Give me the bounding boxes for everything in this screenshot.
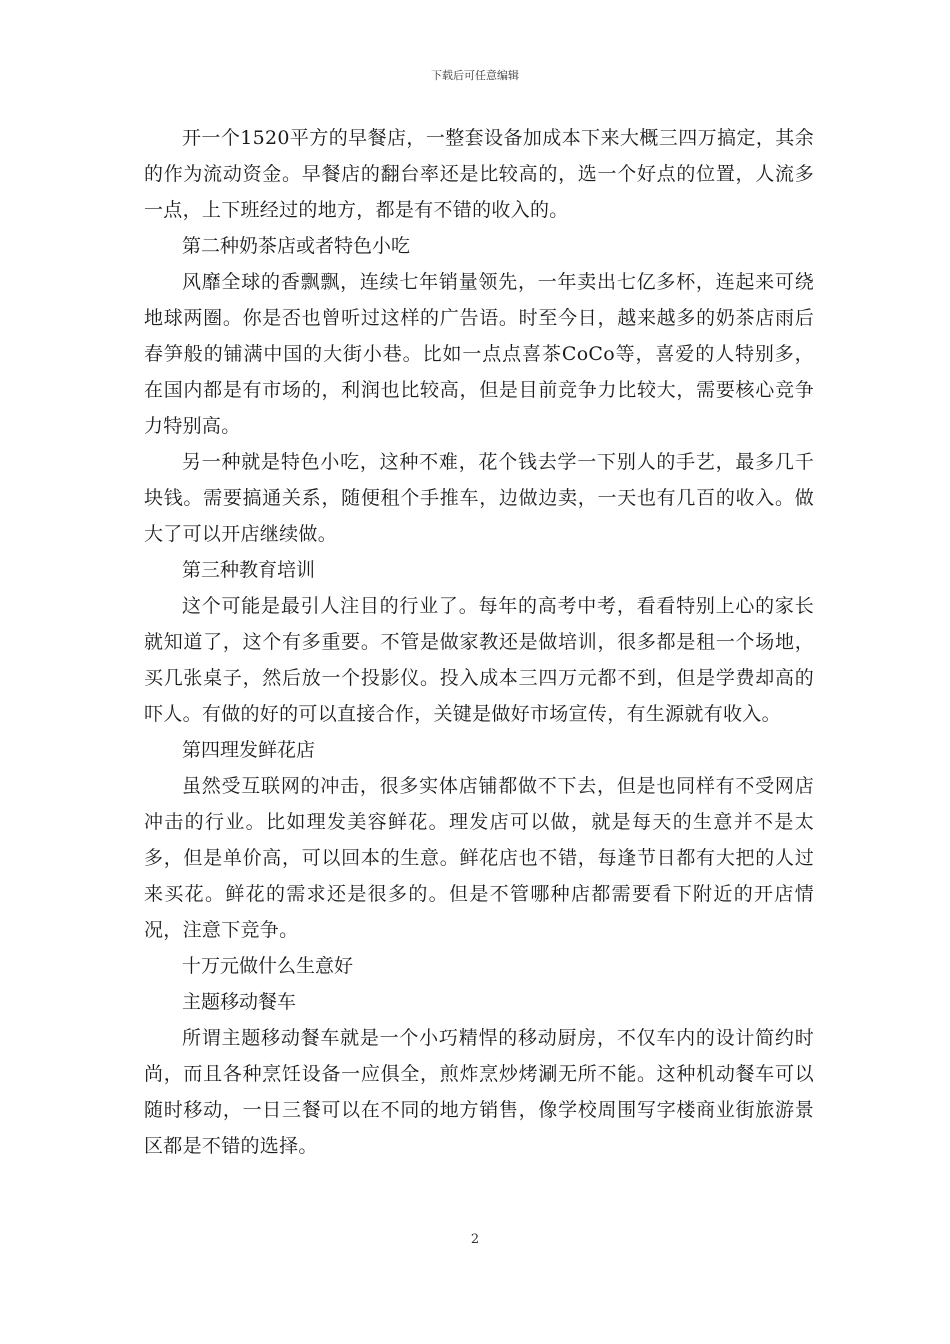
paragraph-milk-tea: 风靡全球的香飘飘，连续七年销量领先，一年卖出七亿多杯，连起来可绕地球两圈。你是否也曾听过这样的广告语。时至今日，越来越多的奶茶店雨后春笋般的铺满中国的大街小巷。比如一点点喜茶CoCo等，喜爱的人特别多，在国内都是有市场的，利润也比较高，但是目前竞争力比较大，需要核心竞争力特别高。 — [144, 271, 814, 437]
paragraph-breakfast-shop: 开一个1520平方的早餐店，一整套设备加成本下来大概三四万搞定，其余的作为流动资金。早餐店的翻台率还是比较高的，选一个好点的位置，人流多一点，上下班经过的地方，都是有不错的收入的。 — [144, 127, 814, 221]
paragraph-barber-florist: 虽然受互联网的冲击，很多实体店铺都做不下去，但是也同样有不受网店冲击的行业。比如理发美容鲜花。理发店可以做，就是每天的生意并不是太多，但是单价高，可以回本的生意。鲜花店也不错，每逢节日都有大把的人过来买花。鲜花的需求还是很多的。但是不管哪种店都需要看下附近的开店情况，注意下竞争。 — [144, 775, 814, 941]
heading-milk-tea-snacks: 第二种奶茶店或者特色小吃 — [182, 235, 411, 257]
heading-education: 第三种教育培训 — [182, 559, 316, 581]
paragraph-snacks: 另一种就是特色小吃，这种不难，花个钱去学一下别人的手艺，最多几千块钱。需要搞通关系，随便租个手推车，边做边卖，一天也有几百的收入。做大了可以开店继续做。 — [144, 451, 814, 545]
heading-barber-florist: 第四理发鲜花店 — [182, 739, 316, 761]
paragraph-food-truck: 所谓主题移动餐车就是一个小巧精悍的移动厨房，不仅车内的设计简约时尚，而且各种烹饪设备一应俱全，煎炸烹炒烤涮无所不能。这种机动餐车可以随时移动，一日三餐可以在不同的地方销售，像学校周围写字楼商业街旅游景区都是不错的选择。 — [144, 1027, 814, 1157]
page-number: 2 — [470, 1232, 480, 1247]
page-header: 下载后可任意编辑 — [431, 69, 519, 82]
paragraph-education: 这个可能是最引人注目的行业了。每年的高考中考，看看特别上心的家长就知道了，这个有多重要。不管是做家教还是做培训，很多都是租一个场地，买几张桌子，然后放一个投影仪。投入成本三四万元都不到，但是学费却高的吓人。有做的好的可以直接合作，关键是做好市场宣传，有生源就有收入。 — [144, 595, 814, 725]
document-body — [144, 120, 814, 1164]
heading-hundred-thousand: 十万元做什么生意好 — [182, 955, 354, 977]
heading-food-truck: 主题移动餐车 — [182, 991, 297, 1013]
